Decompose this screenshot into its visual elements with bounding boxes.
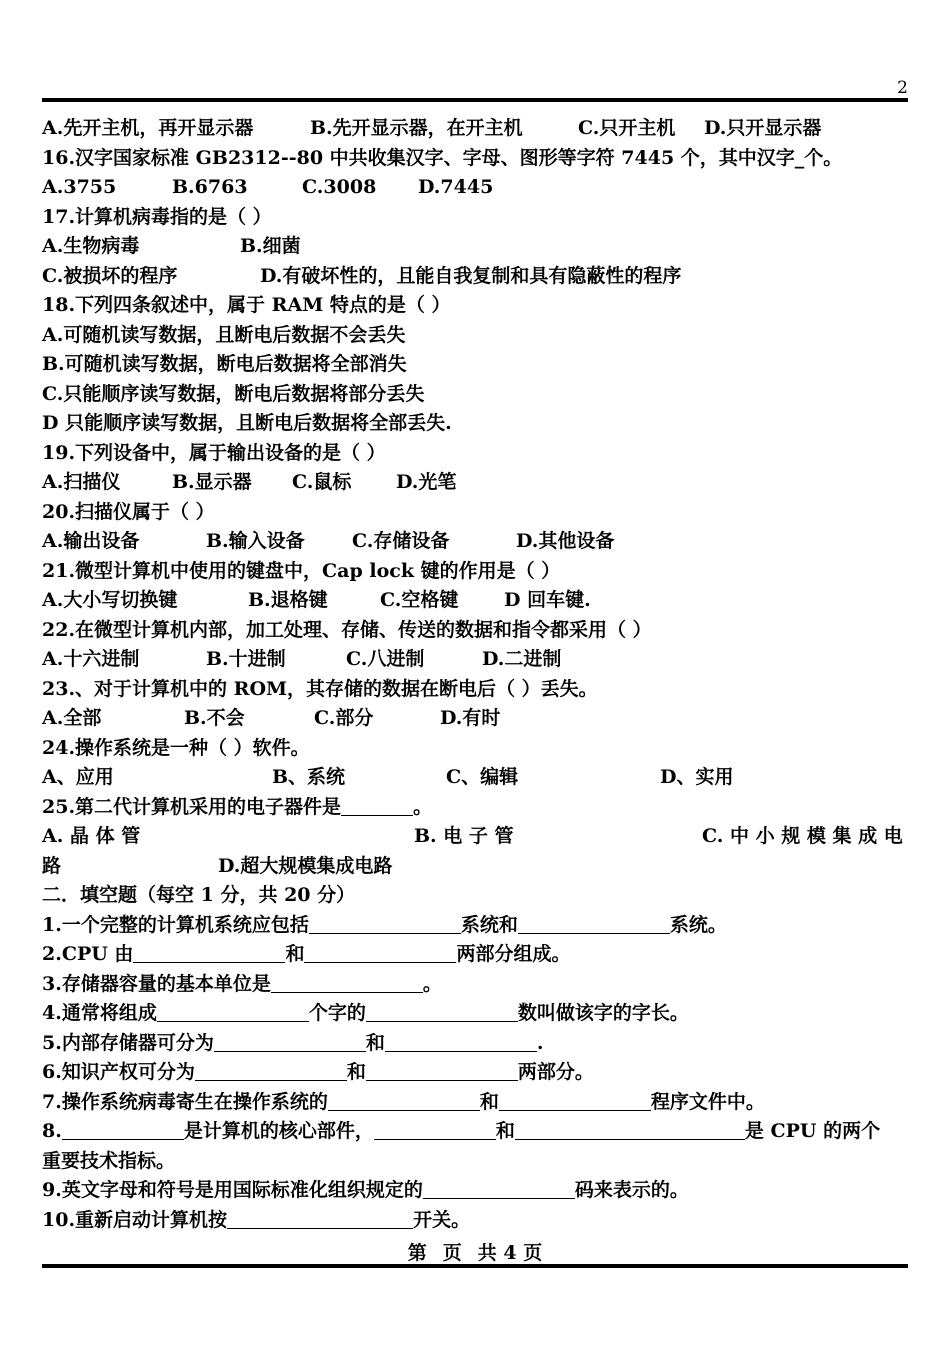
fill-1-text-1: 1.一个完整的计算机系统应包括 — [42, 913, 309, 936]
fill-3 — [42, 970, 908, 1000]
fill-2-blank-2[interactable] — [304, 942, 456, 963]
q23-option-c: C.部分 — [314, 707, 374, 729]
fill-2-text-2: 和 — [285, 943, 305, 965]
q17-options-row1 — [42, 232, 908, 262]
q24-option-a: A、应用 — [42, 766, 114, 788]
q15-options — [42, 114, 908, 144]
q23-options — [42, 704, 908, 734]
q16-options — [42, 173, 908, 203]
fill-8-text-3: 和 — [495, 1120, 515, 1142]
q18-option-d: D 只能顺序读写数据，且断电后数据将全部丢失. — [42, 412, 452, 434]
fill-4-text-3: 数叫做该字的字长。 — [517, 1002, 689, 1024]
q17-text: 17.计算机病毒指的是（ ） — [42, 205, 272, 228]
q24-option-d: D、实用 — [660, 766, 734, 788]
fill-8-text-2: 是计算机的核心部件， — [183, 1120, 374, 1142]
q16-option-d: D.7445 — [418, 176, 494, 198]
q20-option-a: A.输出设备 — [42, 530, 140, 552]
q25-text — [42, 793, 908, 823]
q17-option-d: D.有破坏性的，且能自我复制和具有隐蔽性的程序 — [260, 264, 682, 287]
footer-ye: 页 — [442, 1242, 462, 1264]
q20-options — [42, 527, 908, 557]
fill-8-blank-2[interactable] — [374, 1119, 496, 1140]
fill-7-blank-1[interactable] — [328, 1090, 480, 1111]
q25-text-after: 。 — [413, 795, 433, 818]
fill-10-text-1: 10.重新启动计算机按 — [42, 1208, 228, 1231]
fill-7-blank-2[interactable] — [499, 1090, 651, 1111]
q17-option-b: B.细菌 — [240, 235, 301, 257]
q16-option-b: B.6763 — [172, 176, 248, 198]
q23-option-a: A.全部 — [42, 707, 102, 729]
q22-option-b: B.十进制 — [206, 648, 286, 670]
header-rule — [42, 98, 908, 102]
fill-6-text-2: 和 — [346, 1061, 366, 1083]
q16-option-c: C.3008 — [302, 176, 377, 198]
exam-content — [42, 114, 908, 1235]
q18-text: 18.下列四条叙述中，属于 RAM 特点的是（ ） — [42, 294, 451, 316]
fill-5 — [42, 1029, 908, 1059]
q17-options-row2 — [42, 262, 908, 292]
q21-option-d: D 回车键. — [504, 589, 591, 611]
q16-text: 16.汉字国家标准 GB2312--80 中共收集汉字、字母、图形等字符 7445 个，其中汉字_个。 — [42, 146, 843, 169]
q25-option-c-cont: 路 — [42, 854, 62, 877]
fill-2 — [42, 940, 908, 970]
fill-7-text-1: 7.操作系统病毒寄生在操作系统的 — [42, 1090, 328, 1113]
q25-blank[interactable] — [341, 795, 413, 816]
footer-rule — [42, 1264, 908, 1268]
q25-option-d: D.超大规模集成电路 — [218, 854, 393, 877]
q23-option-b: B.不会 — [184, 707, 245, 729]
page-footer — [42, 1238, 908, 1265]
fill-4 — [42, 999, 908, 1029]
q25-option-a: A. 晶 体 管 — [42, 825, 141, 847]
fill-10 — [42, 1206, 908, 1236]
fill-6 — [42, 1058, 908, 1088]
fill-3-text-1: 3.存储器容量的基本单位是 — [42, 972, 271, 995]
q20-text: 20.扫描仪属于（ ） — [42, 500, 215, 523]
fill-8-blank-3[interactable] — [515, 1119, 745, 1140]
fill-6-text-3: 两部分。 — [517, 1061, 594, 1083]
q15-option-a: A.先开主机，再开显示器 — [42, 117, 254, 139]
section2-heading: 二．填空题（每空 1 分，共 20 分） — [42, 884, 356, 906]
fill-9-blank-1[interactable] — [423, 1178, 575, 1199]
fill-1-text-3: 系统。 — [669, 913, 727, 936]
q17-option-c: C.被损坏的程序 — [42, 264, 178, 287]
q15-option-d: D.只开显示器 — [704, 117, 822, 139]
fill-1-blank-1[interactable] — [309, 913, 461, 934]
fill-7-text-2: 和 — [479, 1090, 499, 1113]
q24-text: 24.操作系统是一种（ ）软件。 — [42, 736, 310, 759]
q24-options — [42, 763, 908, 793]
q15-option-b: B.先开显示器，在开主机 — [310, 117, 523, 139]
footer-total: 共 4 页 — [477, 1242, 543, 1264]
q22-option-d: D.二进制 — [482, 648, 562, 670]
fill-5-text-1: 5.内部存储器可分为 — [42, 1031, 214, 1054]
fill-5-blank-1[interactable] — [214, 1031, 366, 1052]
q25-text-before: 25.第二代计算机采用的电子器件是 — [42, 795, 342, 818]
q25-options-row2 — [42, 852, 908, 882]
q17-option-a: A.生物病毒 — [42, 235, 140, 257]
q19-option-a: A.扫描仪 — [42, 471, 121, 493]
q19-option-c: C.鼠标 — [292, 471, 352, 493]
q25-option-b: B. 电 子 管 — [414, 825, 514, 847]
q22-option-a: A.十六进制 — [42, 648, 140, 670]
fill-4-text-2: 个字的 — [308, 1002, 366, 1024]
fill-10-blank-1[interactable] — [227, 1208, 413, 1229]
q22-option-c: C.八进制 — [346, 648, 425, 670]
q22-text: 22.在微型计算机内部，加工处理、存储、传送的数据和指令都采用（ ） — [42, 618, 652, 641]
fill-1-text-2: 系统和 — [460, 913, 518, 936]
q18-option-c: C.只能顺序读写数据，断电后数据将部分丢失 — [42, 382, 425, 405]
q22-options — [42, 645, 908, 675]
q21-option-b: B.退格键 — [248, 589, 328, 611]
fill-5-text-2: 和 — [365, 1031, 385, 1054]
q25-options-row1 — [42, 822, 908, 852]
q21-options — [42, 586, 908, 616]
fill-5-text-3: . — [536, 1031, 544, 1054]
fill-6-text-1: 6.知识产权可分为 — [42, 1061, 195, 1083]
q24-option-c: C、编辑 — [446, 766, 519, 788]
fill-8-text-4: 是 CPU 的两个 — [744, 1120, 881, 1142]
fill-2-text-1: 2.CPU 由 — [42, 943, 134, 965]
fill-9-text-1: 9.英文字母和符号是用国际标准化组织规定的 — [42, 1179, 423, 1201]
fill-8-text-1: 8. — [42, 1120, 62, 1142]
fill-4-blank-1[interactable] — [157, 1001, 309, 1022]
q15-option-c: C.只开主机 — [578, 117, 676, 139]
fill-9 — [42, 1176, 908, 1206]
fill-4-blank-2[interactable] — [366, 1001, 518, 1022]
q21-option-a: A.大小写切换键 — [42, 589, 178, 611]
fill-6-blank-2[interactable] — [366, 1060, 518, 1081]
q20-option-d: D.其他设备 — [516, 530, 615, 552]
fill-8-cont: 重要技术指标。 — [42, 1149, 176, 1172]
fill-5-blank-2[interactable] — [385, 1031, 537, 1052]
page-number: 2 — [897, 78, 908, 98]
fill-4-text-1: 4.通常将组成 — [42, 1002, 157, 1024]
fill-7-text-3: 程序文件中。 — [650, 1090, 765, 1113]
fill-2-text-3: 两部分组成。 — [456, 943, 571, 965]
fill-6-blank-1[interactable] — [195, 1060, 347, 1081]
footer-di: 第 — [407, 1242, 427, 1264]
q21-option-c: C.空格键 — [380, 589, 459, 611]
fill-8-blank-1[interactable] — [62, 1119, 184, 1140]
q19-text: 19.下列设备中，属于输出设备的是（ ） — [42, 441, 386, 464]
fill-9-text-2: 码来表示的。 — [574, 1179, 689, 1201]
q18-option-a: A.可随机读写数据，且断电后数据不会丢失 — [42, 323, 406, 346]
q19-option-b: B.显示器 — [172, 471, 252, 493]
q23-text: 23.、对于计算机中的 ROM，其存储的数据在断电后（ ）丢失。 — [42, 677, 598, 700]
q19-options — [42, 468, 908, 498]
q20-option-c: C.存储设备 — [352, 530, 450, 552]
fill-2-blank-1[interactable] — [133, 942, 285, 963]
fill-10-text-2: 开关。 — [413, 1208, 471, 1231]
fill-3-text-2: 。 — [422, 972, 442, 995]
q25-option-c: C. 中 小 规 模 集 成 电 — [702, 825, 903, 847]
q20-option-b: B.输入设备 — [206, 530, 305, 552]
fill-1-blank-2[interactable] — [518, 913, 670, 934]
q21-text: 21.微型计算机中使用的键盘中，Cap lock 键的作用是（ ） — [42, 559, 561, 582]
q24-option-b: B、系统 — [272, 766, 346, 788]
q23-option-d: D.有时 — [440, 707, 501, 729]
fill-7 — [42, 1088, 908, 1118]
fill-1 — [42, 911, 908, 941]
fill-3-blank-1[interactable] — [271, 972, 423, 993]
q19-option-d: D.光笔 — [396, 471, 457, 493]
fill-8 — [42, 1117, 908, 1147]
q18-option-b: B.可随机读写数据，断电后数据将全部消失 — [42, 353, 407, 375]
q16-option-a: A.3755 — [42, 176, 117, 198]
